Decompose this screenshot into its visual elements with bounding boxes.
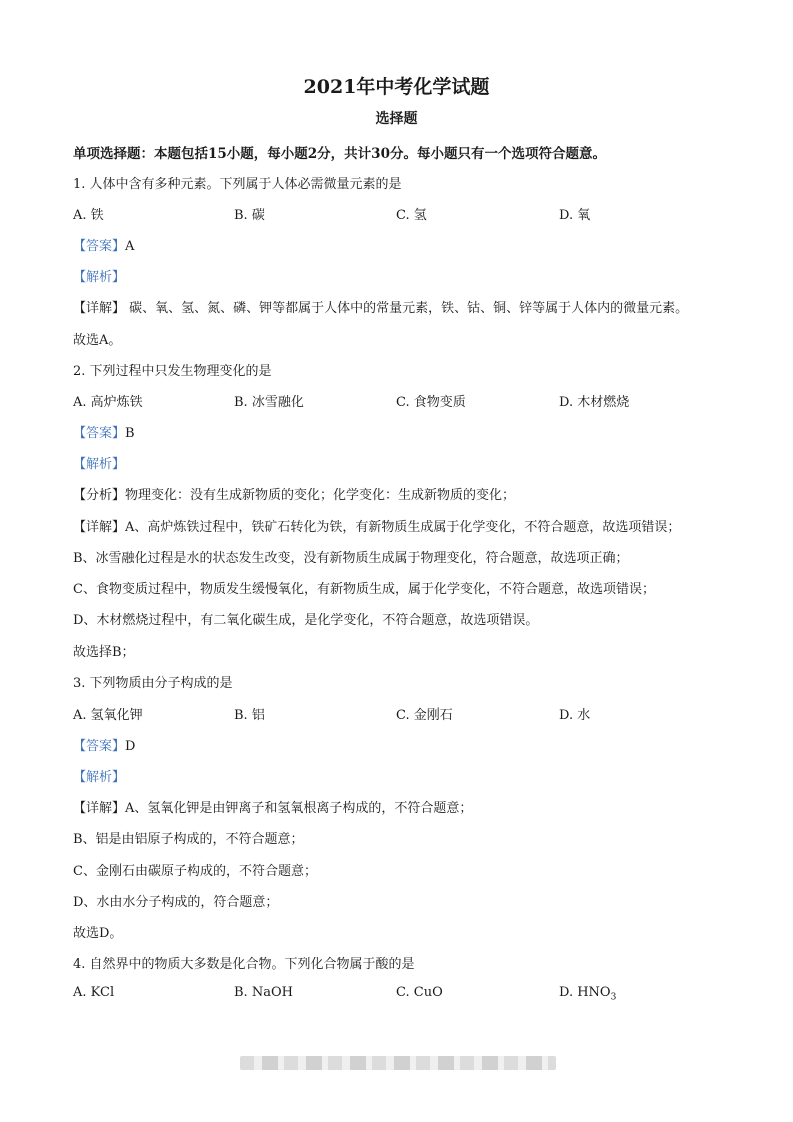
answer-tag: 【答案】 bbox=[73, 739, 126, 754]
question-2-option-a: A. 高炉炼铁 bbox=[73, 395, 143, 410]
answer-value: D bbox=[125, 739, 136, 754]
question-4-option-a: A. KCl bbox=[73, 985, 115, 1000]
question-4-option-c: C. CuO bbox=[396, 985, 443, 1000]
question-2-conclusion: 故选择B； bbox=[73, 645, 135, 660]
question-2-option-b: B. 冰雪融化 bbox=[234, 395, 304, 410]
question-4-stem: 4. 自然界中的物质大多数是化合物。下列化合物属于酸的是 bbox=[73, 957, 415, 972]
question-4-option-d bbox=[559, 985, 616, 1003]
detail-tag: 【详解】 bbox=[73, 520, 126, 535]
question-2-detail-b: B、冰雪融化过程是水的状态发生改变，没有新物质生成属于物理变化，符合题意，故选项正确； bbox=[73, 551, 629, 566]
question-1-stem: 1. 人体中含有多种元素。下列属于人体必需微量元素的是 bbox=[73, 177, 402, 192]
detail-text: A、氢氧化钾是由钾离子和氢氧根离子构成的，不符合题意； bbox=[125, 801, 473, 816]
question-2-stem: 2. 下列过程中只发生物理变化的是 bbox=[73, 364, 272, 379]
question-3-detail-a bbox=[73, 797, 472, 816]
question-2-option-c: C. 食物变质 bbox=[396, 395, 466, 410]
question-2-detail-c: C、食物变质过程中，物质发生缓慢氧化，有新物质生成，属于化学变化，不符合题意，故选项错误； bbox=[73, 582, 655, 597]
question-1-option-d: D. 氧 bbox=[559, 208, 591, 223]
question-3-answer bbox=[73, 735, 135, 754]
section-title: 选择题 bbox=[375, 111, 418, 127]
detail-tag: 【详解】 bbox=[73, 801, 126, 816]
question-2-answer bbox=[73, 422, 135, 441]
option-d-formula: D. HNO bbox=[559, 985, 611, 1000]
question-1-conclusion: 故选A。 bbox=[73, 333, 122, 348]
question-1-option-b: B. 碳 bbox=[234, 208, 265, 223]
question-1-analysis-tag: 【解析】 bbox=[73, 270, 126, 285]
question-2-option-d: D. 木材燃烧 bbox=[559, 395, 630, 410]
question-1-option-c: C. 氢 bbox=[396, 208, 427, 223]
question-3-detail-b: B、铝是由铝原子构成的，不符合题意； bbox=[73, 832, 304, 847]
question-2-fenxi bbox=[73, 484, 515, 503]
question-1-detail bbox=[73, 297, 688, 316]
answer-value: B bbox=[125, 426, 135, 441]
answer-tag: 【答案】 bbox=[73, 239, 126, 254]
blurred-footer-watermark bbox=[240, 1056, 556, 1070]
question-3-option-d: D. 水 bbox=[559, 708, 591, 723]
detail-tag: 【详解】 bbox=[73, 301, 126, 316]
question-3-option-b: B. 铝 bbox=[234, 708, 265, 723]
question-3-option-c: C. 金刚石 bbox=[396, 708, 453, 723]
question-1-option-a: A. 铁 bbox=[73, 208, 104, 223]
question-2-analysis-tag: 【解析】 bbox=[73, 457, 126, 472]
question-3-stem: 3. 下列物质由分子构成的是 bbox=[73, 676, 233, 691]
fenxi-tag: 【分析】 bbox=[73, 488, 126, 503]
section-instruction: 单项选择题：本题包括15小题，每小题2分，共计30分。每小题只有一个选项符合题意。 bbox=[73, 146, 606, 162]
option-d-subscript: 3 bbox=[610, 992, 617, 1003]
question-3-analysis-tag: 【解析】 bbox=[73, 770, 126, 785]
question-2-detail-d: D、木材燃烧过程中，有二氧化碳生成，是化学变化，不符合题意，故选项错误。 bbox=[73, 613, 539, 628]
question-3-detail-c: C、金刚石由碳原子构成的，不符合题意； bbox=[73, 864, 317, 879]
answer-tag: 【答案】 bbox=[73, 426, 126, 441]
question-3-detail-d: D、水由水分子构成的，符合题意； bbox=[73, 895, 279, 910]
exam-title: 2021年中考化学试题 bbox=[303, 76, 490, 98]
detail-text: 碳、氧、氢、氮、磷、钾等都属于人体中的常量元素，铁、钴、铜、锌等属于人体内的微量元素。 bbox=[125, 301, 689, 316]
answer-value: A bbox=[125, 239, 135, 254]
question-4-option-b: B. NaOH bbox=[234, 985, 293, 1000]
question-3-conclusion: 故选D。 bbox=[73, 926, 123, 941]
fenxi-text: 物理变化：没有生成新物质的变化；化学变化：生成新物质的变化； bbox=[125, 488, 516, 503]
detail-text: A、高炉炼铁过程中，铁矿石转化为铁，有新物质生成属于化学变化，不符合题意，故选项错误； bbox=[125, 520, 681, 535]
question-2-detail-a bbox=[73, 516, 680, 535]
question-1-answer bbox=[73, 235, 134, 254]
question-3-option-a: A. 氢氧化钾 bbox=[73, 708, 143, 723]
